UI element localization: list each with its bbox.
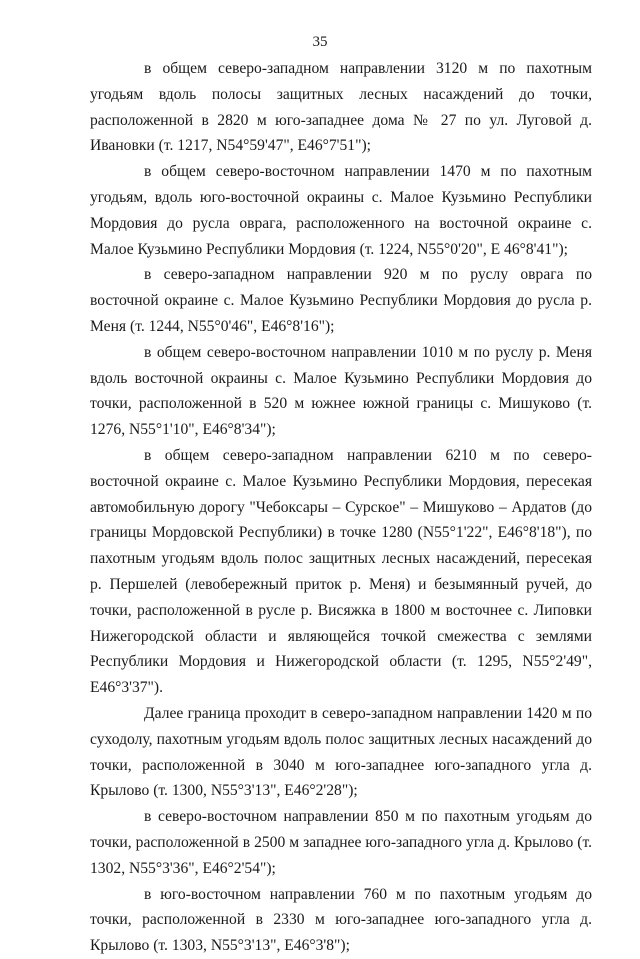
paragraph: в северо-западном направлении 920 м по руслу оврага по восточной окраине с. Малое Кузьмино Республики Мордовия до русла р. Меня (т. 1244, N55°0'46", E46°8'16"); [90, 266, 592, 335]
paragraph: в северо-восточном направлении 850 м по пахотным угодьям до точки, расположенной в 2500 м западнее юго-западного угла д. Крылово (т. 1302, N55°3'36", E46°2'54"); [90, 808, 592, 877]
document-body [90, 56, 592, 959]
paragraph: в юго-восточном направлении 760 м по пахотным угодьям до точки, расположенной в 2330 м юго-западнее юго-западного угла д. Крылово (т. 1303, N55°3'13", E46°3'8"); [90, 885, 592, 955]
paragraph: в общем северо-восточном направлении 1470 м по пахотным угодьям, вдоль юго-восточной окраины с. Малое Кузьмино Республики Мордовия до русла оврага, расположенного на восточной окраине с. Малое Кузьмино Республики Мордовия (т. 1224, N55°0'20", E 46°8'41"); [90, 163, 592, 258]
paragraph: в общем северо-восточном направлении 1010 м по руслу р. Меня вдоль восточной окраины с. Малое Кузьмино Республики Мордовия до точки, расположенной в 520 м южнее южной границы с. Мишуково (т. 1276, N55°1'10", E46°8'34"); [90, 343, 592, 439]
paragraph: в общем северо-западном направлении 6210 м по северо-восточной окраине с. Малое Кузьмино Республики Мордовия, пересекая автомобильную дорогу "Чебоксары – Сурское" – Мишуково – Ардатов (до границы Мордовской Республики) в точке 1280 (N55°1'22", E46°8'18"), по пахотным угодьям вдоль полос защитных лесных насаждений, пересекая р. Першелей (левобережный приток р. Меня) и безымянный ручей, до точки, расположенной в русле р. Висяжка в 1800 м восточнее с. Липовки Нижегородской области и являющейся точкой смежества с землями Республики Мордовия и Нижегородской области (т. 1295, N55°2'49", E46°3'37"). [90, 446, 592, 697]
paragraph: Далее граница проходит в северо-западном направлении 1420 м по суходолу, пахотным угодьям вдоль полос защитных лесных насаждений до точки, расположенной в 3040 м юго-западнее юго-западного угла д. Крылово (т. 1300, N55°3'13", E46°2'28"); [90, 704, 592, 800]
page-number: 35 [312, 34, 328, 50]
paragraph: в общем северо-западном направлении 3120 м по пахотным угодьям вдоль полосы защитных лесных насаждений до точки, расположенной в 2820 м юго-западнее дома № 27 по ул. Луговой д. Ивановки (т. 1217, N54°59'47", E46°7'51"); [90, 60, 592, 155]
